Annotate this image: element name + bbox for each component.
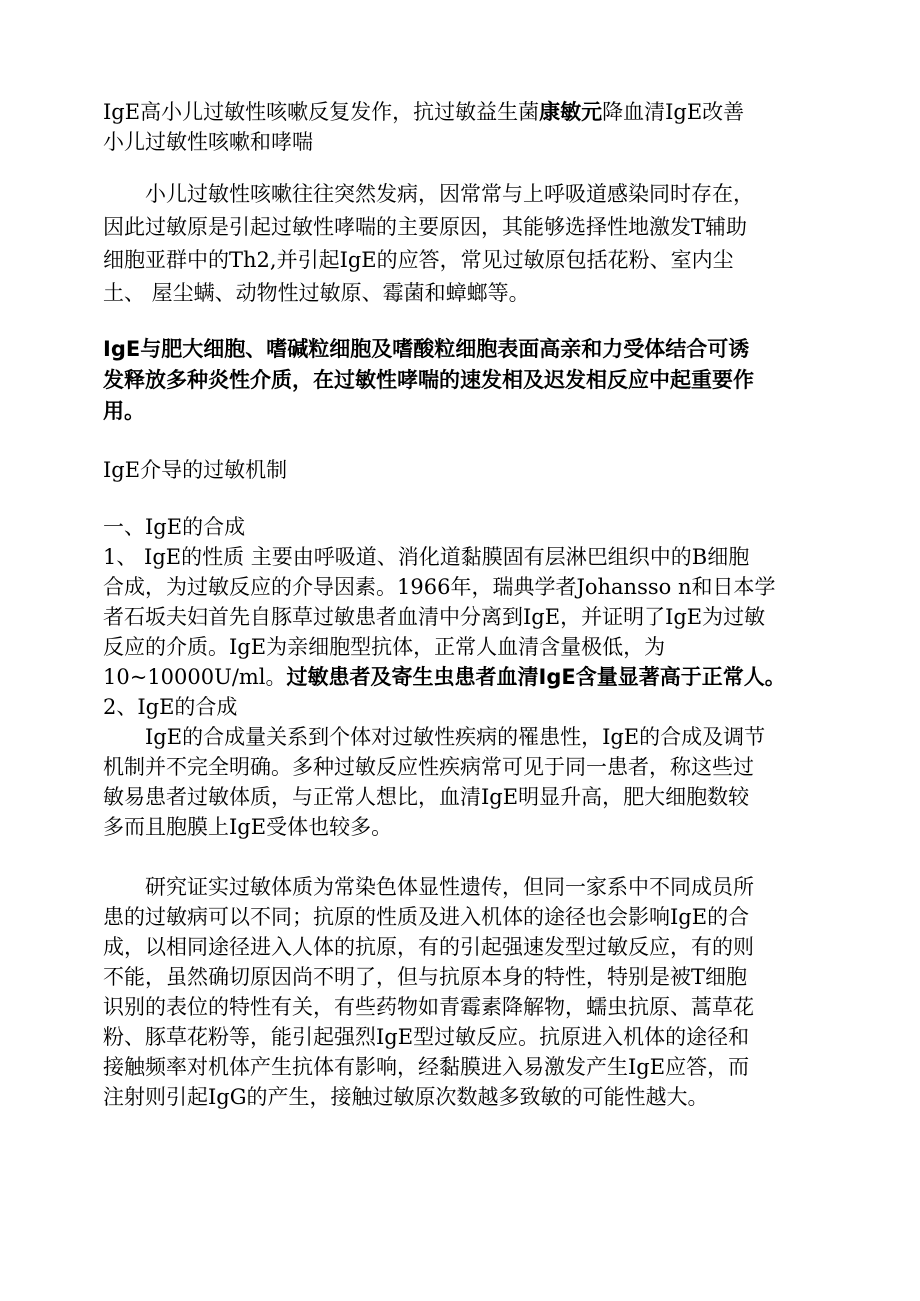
title-brand-name: 康敏元 xyxy=(539,100,603,124)
paragraph-4-line: 研究证实过敏体质为常染色体显性遗传，但同一家系中不同成员所 xyxy=(103,875,754,899)
paragraph-4-line: 成，以相同途径进入人体的抗原，有的引起强速发型过敏反应，有的则 xyxy=(103,935,754,959)
section-heading: IgE介导的过敏机制 xyxy=(103,458,288,482)
paragraph-4-line: 接触频率对机体产生抗体有影响，经黏膜进入易激发产生IgE应答，而 xyxy=(103,1055,750,1079)
paragraph-4-line: 识别的表位的特性有关，有些药物如青霉素降解物，蠕虫抗原、蒿草花 xyxy=(103,995,754,1019)
item-1-line: 1、 IgE的性质 主要由呼吸道、消化道黏膜固有层淋巴组织中的B细胞 xyxy=(103,545,750,569)
paragraph-1-line: 因此过敏原是引起过敏性哮喘的主要原因，其能够选择性地激发T辅助 xyxy=(103,215,748,239)
paragraph-1-line: 细胞亚群中的Th2,并引起IgE的应答，常见过敏原包括花粉、室内尘 xyxy=(103,248,734,272)
paragraph-4-line: 不能，虽然确切原因尚不明了，但与抗原本身的特性，特别是被T细胞 xyxy=(103,965,748,989)
item-2-heading: 2、IgE的合成 xyxy=(103,695,238,719)
paragraph-3-line: 机制并不完全明确。多种过敏反应性疾病常可见于同一患者，称这些过 xyxy=(103,755,754,779)
title-text-c: 降血清IgE改善 xyxy=(602,100,745,124)
emphasis-text: 过敏患者及寄生虫患者血清IgE含量显著高于正常人。 xyxy=(286,665,786,689)
item-1-line: 者石坂夫妇首先自豚草过敏患者血清中分离到IgE，并证明了IgE为过敏 xyxy=(103,605,766,629)
bold-paragraph-line: 用。 xyxy=(103,399,145,423)
item-1-line: 合成，为过敏反应的介导因素。1966年，瑞典学者Johansso n和日本学 xyxy=(103,575,776,599)
paragraph-1-line: 土、 屋尘螨、动物性过敏原、霉菌和蟑螂等。 xyxy=(103,281,530,305)
title-line-2: 小儿过敏性咳嗽和哮喘 xyxy=(103,130,313,154)
title-text-a: IgE高小儿过敏性咳嗽反复发作，抗过敏益生菌 xyxy=(103,100,540,124)
paragraph-4-line: 粉、豚草花粉等，能引起强烈IgE型过敏反应。抗原进入机体的途径和 xyxy=(103,1025,750,1049)
bold-paragraph-line: IgE与肥大细胞、嗜碱粒细胞及嗜酸粒细胞表面高亲和力受体结合可诱 xyxy=(103,337,750,361)
concentration-range: 10~10000U/ml。 xyxy=(103,665,287,689)
paragraph-4-line: 患的过敏病可以不同；抗原的性质及进入机体的途径也会影响IgE的合 xyxy=(103,905,750,929)
subsection-heading: 一、IgE的合成 xyxy=(103,515,246,539)
paragraph-3-line: 敏易患者过敏体质，与正常人想比，血清IgE明显升高，肥大细胞数较 xyxy=(103,785,750,809)
paragraph-3-line: IgE的合成量关系到个体对过敏性疾病的罹患性，IgE的合成及调节 xyxy=(103,725,766,749)
item-1-last-line xyxy=(103,662,786,692)
title-line-1 xyxy=(103,97,744,127)
paragraph-4-line: 注射则引起IgG的产生，接触过敏原次数越多致敏的可能性越大。 xyxy=(103,1085,709,1109)
bold-paragraph-line: 发释放多种炎性介质，在过敏性哮喘的速发相及迟发相反应中起重要作 xyxy=(103,368,754,392)
paragraph-1-line: 小儿过敏性咳嗽往往突然发病，因常常与上呼吸道感染同时存在， xyxy=(103,182,754,206)
item-1-line: 反应的介质。IgE为亲细胞型抗体，正常人血清含量极低，为 xyxy=(103,635,666,659)
paragraph-3-line: 多而且胞膜上IgE受体也较多。 xyxy=(103,815,393,839)
